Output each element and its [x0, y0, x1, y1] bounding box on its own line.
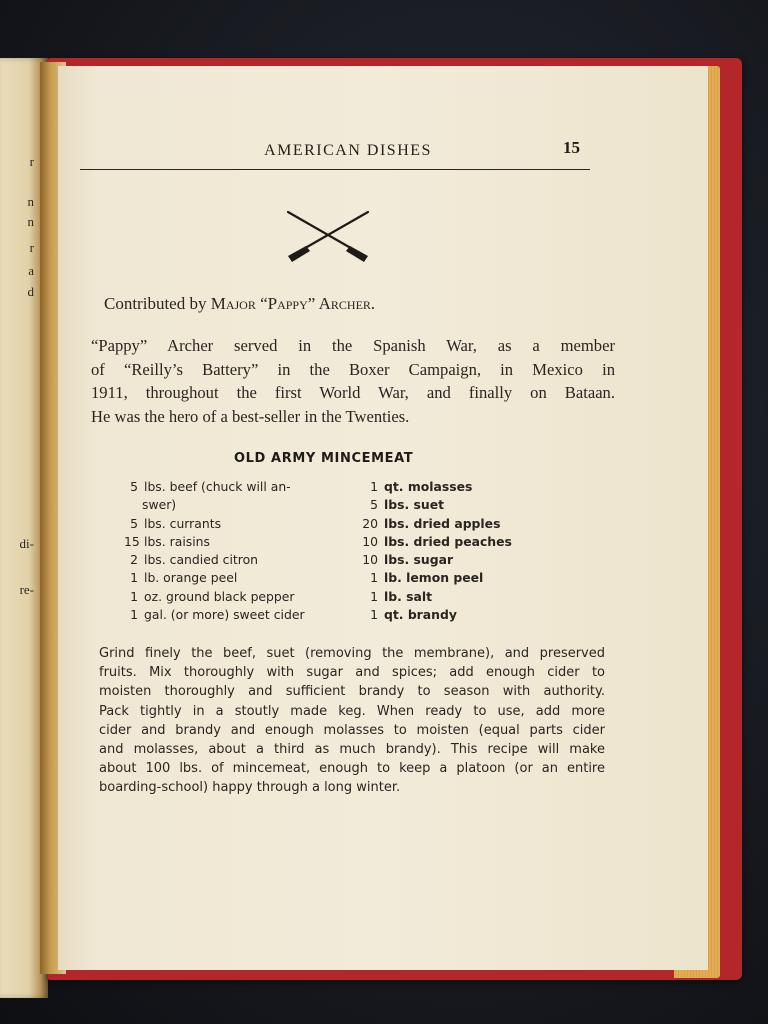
ingredient-qty: 1: [370, 607, 378, 623]
ingredient-qty: 20: [362, 515, 378, 531]
ingredient-item: lbs. currants: [144, 515, 222, 531]
method-line: moisten thoroughly and sufficient brandy to season with authority.: [99, 684, 605, 700]
ingredient-qty: 5: [130, 515, 138, 531]
ingredient-item: lbs. sugar: [384, 552, 454, 568]
ingredient-qty: 1: [130, 607, 138, 623]
running-header: AMERICAN DISHES: [264, 142, 432, 159]
method-line: fruits. Mix thoroughly with sugar and spices; add enough cider to: [99, 665, 605, 681]
ingredient-qty: 1: [370, 588, 378, 604]
ingredient-qty: 1: [370, 479, 378, 494]
ingredient-row: [358, 551, 538, 569]
left-glyph: di-: [19, 536, 34, 551]
ingredient-qty: 2: [130, 552, 138, 568]
ingredient-item: lb. orange peel: [144, 570, 238, 586]
method-line: Grind finely the beef, suet (removing the membrane), and preserved: [99, 646, 605, 661]
ingredient-row: [124, 496, 354, 514]
left-glyph: d: [27, 284, 34, 299]
ingredient-row: [124, 515, 354, 533]
ingredient-qty: 1: [370, 570, 378, 586]
ingredient-row: [124, 478, 354, 496]
ingredient-item: lbs. dried apples: [384, 515, 501, 531]
ingredient-item: lbs. dried peaches: [384, 533, 512, 549]
ingredient-row: [358, 588, 538, 606]
bio-line: “Pappy” Archer served in the Spanish War, as a member: [91, 336, 615, 355]
method-line: boarding-school) happy through a long winter.: [99, 780, 401, 796]
ingredient-item: swer): [142, 497, 177, 513]
bio-line: of “Reilly’s Battery” in the Boxer Campaign, in Mexico in: [91, 359, 615, 379]
left-glyph: re-: [19, 582, 34, 597]
ingredient-item: lb. lemon peel: [384, 570, 484, 586]
crossed-rifles-icon: [280, 206, 376, 262]
method-line: and molasses, about a third as much brandy). This recipe will make: [99, 742, 605, 758]
ingredient-row: [124, 606, 354, 624]
left-glyph: n: [27, 214, 34, 229]
contributor-line: [104, 294, 375, 314]
ingredient-row: [358, 533, 538, 551]
contributor-prefix: Contributed by: [104, 294, 211, 313]
ingredient-row: [358, 515, 538, 533]
ingredient-qty: 1: [130, 588, 138, 604]
ingredient-item: lbs. raisins: [144, 533, 210, 549]
ingredient-item: qt. molasses: [384, 479, 473, 494]
ingredient-qty: 15: [124, 533, 140, 549]
method-line: about 100 lbs. of mincemeat, enough to keep a platoon (or an entire: [99, 761, 605, 777]
ingredient-qty: 1: [130, 570, 138, 586]
ingredient-item: oz. ground black pepper: [144, 588, 295, 604]
ingredient-item: lb. salt: [384, 588, 433, 604]
ingredient-row: [358, 606, 538, 624]
ingredient-row: [124, 569, 354, 587]
ingredient-row: [358, 478, 538, 496]
ingredient-item: lbs. suet: [384, 497, 445, 513]
ingredient-item: qt. brandy: [384, 607, 457, 623]
header-rule: [80, 169, 590, 170]
ingredient-qty: 10: [362, 533, 378, 549]
ingredient-item: gal. (or more) sweet cider: [144, 607, 305, 623]
left-glyph: n: [27, 194, 34, 209]
ingredient-item: lbs. candied citron: [144, 552, 259, 568]
left-glyph: r: [29, 240, 34, 255]
ingredients-right-column: [358, 478, 538, 624]
left-glyph: r: [29, 154, 34, 169]
method-line: Pack tightly in a stoutly made keg. When ready to use, add more: [99, 703, 605, 719]
ingredient-qty: 5: [370, 497, 378, 513]
left-glyph: a: [28, 263, 34, 278]
ingredient-row: [124, 588, 354, 606]
recipe-title: OLD ARMY MINCEMEAT: [234, 451, 414, 466]
contributor-name: Major “Pappy” Archer.: [210, 294, 376, 313]
ingredient-row: [358, 569, 538, 587]
biography-paragraph: [91, 334, 615, 428]
ingredient-qty: 10: [362, 552, 378, 568]
bio-line: He was the hero of a best-seller in the Twenties.: [91, 406, 410, 426]
ingredient-item: lbs. beef (chuck will an-: [144, 479, 291, 494]
ingredient-qty: 5: [130, 479, 138, 494]
method-line: cider and brandy and enough molasses to moisten (equal parts cider: [99, 722, 605, 738]
bio-line: 1911, throughout the first World War, and finally on Bataan.: [91, 383, 615, 403]
ingredient-row: [124, 533, 354, 551]
ingredient-row: [124, 551, 354, 569]
book-page: [58, 66, 708, 970]
ingredients-left-column: [124, 478, 354, 624]
page-number: 15: [563, 138, 580, 157]
recipe-method-paragraph: [99, 644, 605, 798]
ingredient-row: [358, 496, 538, 514]
